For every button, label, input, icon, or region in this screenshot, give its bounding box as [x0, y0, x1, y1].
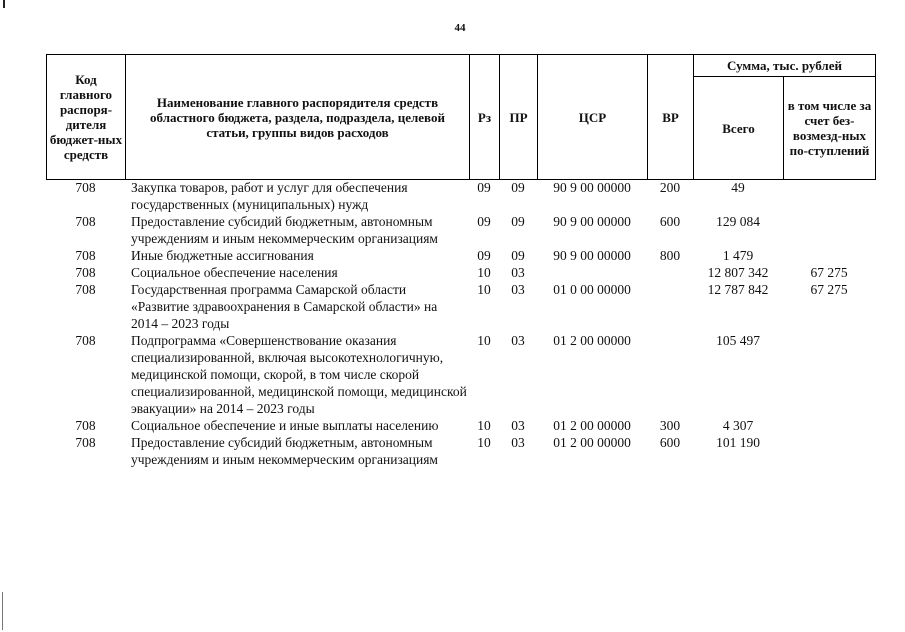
- cell-name: Предоставление субсидий бюджетным, автономным учреждениям и иным некоммерческим организациям: [131, 214, 438, 246]
- cell-code: 708: [75, 333, 96, 348]
- table-header: [46, 54, 876, 180]
- cell-incl: 67 275: [810, 265, 848, 280]
- cell-incl: [783, 417, 875, 434]
- cell-code: 708: [75, 435, 96, 450]
- page-number: 44: [454, 22, 466, 34]
- cell-name: Закупка товаров, работ и услуг для обеспечения государственных (муниципальных) нужд: [131, 180, 408, 212]
- cell-name: Подпрограмма «Совершенствование оказания специализированной, включая высокотехнологичную, медицинской помощи, скорой, в том числе скорой специализированной, медицинской помощи, медицинской эвакуации» на 2014 – 2023 годы: [131, 333, 467, 416]
- cell-total: 101 190: [716, 435, 760, 450]
- cell-total: 1 479: [722, 248, 754, 263]
- cell-csr: 01 2 00 00000: [553, 435, 631, 450]
- header-incl: в том числе за счет без-возмезд-ных по-ступлений: [784, 77, 876, 180]
- cell-name: Предоставление субсидий бюджетным, автономным учреждениям и иным некоммерческим организациям: [131, 435, 438, 467]
- cell-incl: [783, 213, 875, 247]
- cell-csr: 90 9 00 00000: [553, 248, 631, 263]
- cell-vr: [647, 264, 693, 281]
- cell-csr: 90 9 00 00000: [553, 180, 631, 195]
- cell-pr: 03: [511, 333, 525, 348]
- cell-vr: 600: [659, 214, 681, 229]
- cell-code: 708: [75, 418, 96, 433]
- scan-edge-mark: [3, 0, 5, 8]
- cell-incl: [783, 434, 875, 468]
- cell-vr: [647, 281, 693, 332]
- table-row: [46, 264, 875, 281]
- cell-vr: [647, 332, 693, 417]
- cell-incl: [783, 247, 875, 264]
- cell-rz: 10: [477, 265, 491, 280]
- table-row: [46, 417, 875, 434]
- cell-pr: 09: [511, 180, 525, 195]
- cell-name: Социальное обеспечение населения: [131, 265, 338, 280]
- cell-csr: 90 9 00 00000: [553, 214, 631, 229]
- cell-rz: 10: [477, 418, 491, 433]
- cell-csr: 01 0 00 00000: [553, 282, 631, 297]
- cell-pr: 03: [511, 282, 525, 297]
- cell-vr: 800: [659, 248, 681, 263]
- cell-vr: 600: [659, 435, 681, 450]
- cell-vr: 300: [659, 418, 681, 433]
- header-pr: ПР: [500, 55, 538, 180]
- cell-rz: 10: [477, 435, 491, 450]
- cell-total: 49: [731, 180, 745, 195]
- header-code: Код главного распоря-дителя бюджет-ных средств: [47, 55, 126, 180]
- table-row: [46, 247, 875, 264]
- cell-csr: 01 2 00 00000: [553, 418, 631, 433]
- cell-pr: 03: [511, 418, 525, 433]
- header-total: Всего: [694, 77, 784, 180]
- header-sum: Сумма, тыс. рублей: [694, 55, 876, 77]
- cell-code: 708: [75, 248, 96, 263]
- cell-rz: 09: [477, 180, 491, 195]
- cell-pr: 03: [511, 265, 525, 280]
- cell-total: 129 084: [716, 214, 760, 229]
- header-csr: ЦСР: [538, 55, 648, 180]
- cell-incl: [783, 179, 875, 213]
- cell-name: Государственная программа Самарской области «Развитие здравоохранения в Самарской области» на 2014 – 2023 годы: [131, 282, 438, 331]
- cell-total: 4 307: [722, 418, 754, 433]
- cell-name: Социальное обеспечение и иные выплаты населению: [131, 418, 439, 433]
- cell-incl: 67 275: [810, 282, 848, 297]
- cell-code: 708: [75, 265, 96, 280]
- table-row: [46, 281, 875, 332]
- table-body: [46, 179, 875, 468]
- cell-rz: 10: [477, 282, 491, 297]
- cell-pr: 09: [511, 214, 525, 229]
- header-name: Наименование главного распорядителя средств областного бюджета, раздела, подраздела, целевой статьи, группы видов расходов: [126, 55, 470, 180]
- cell-rz: 09: [477, 214, 491, 229]
- table-row: [46, 213, 875, 247]
- cell-code: 708: [75, 214, 96, 229]
- header-rz: Рз: [470, 55, 500, 180]
- table-row: [46, 179, 875, 213]
- cell-csr: 01 2 00 00000: [553, 333, 631, 348]
- cell-code: 708: [75, 180, 96, 195]
- table-row: [46, 434, 875, 468]
- scan-edge-line: [2, 592, 3, 630]
- cell-total: 12 807 342: [707, 265, 769, 280]
- cell-name: Иные бюджетные ассигнования: [131, 248, 314, 263]
- cell-total: 105 497: [716, 333, 760, 348]
- cell-pr: 03: [511, 435, 525, 450]
- cell-rz: 10: [477, 333, 491, 348]
- cell-total: 12 787 842: [707, 282, 769, 297]
- cell-rz: 09: [477, 248, 491, 263]
- header-vr: ВР: [648, 55, 694, 180]
- cell-csr: [537, 264, 647, 281]
- cell-incl: [783, 332, 875, 417]
- cell-code: 708: [75, 282, 96, 297]
- cell-pr: 09: [511, 248, 525, 263]
- table-row: [46, 332, 875, 417]
- cell-vr: 200: [659, 180, 681, 195]
